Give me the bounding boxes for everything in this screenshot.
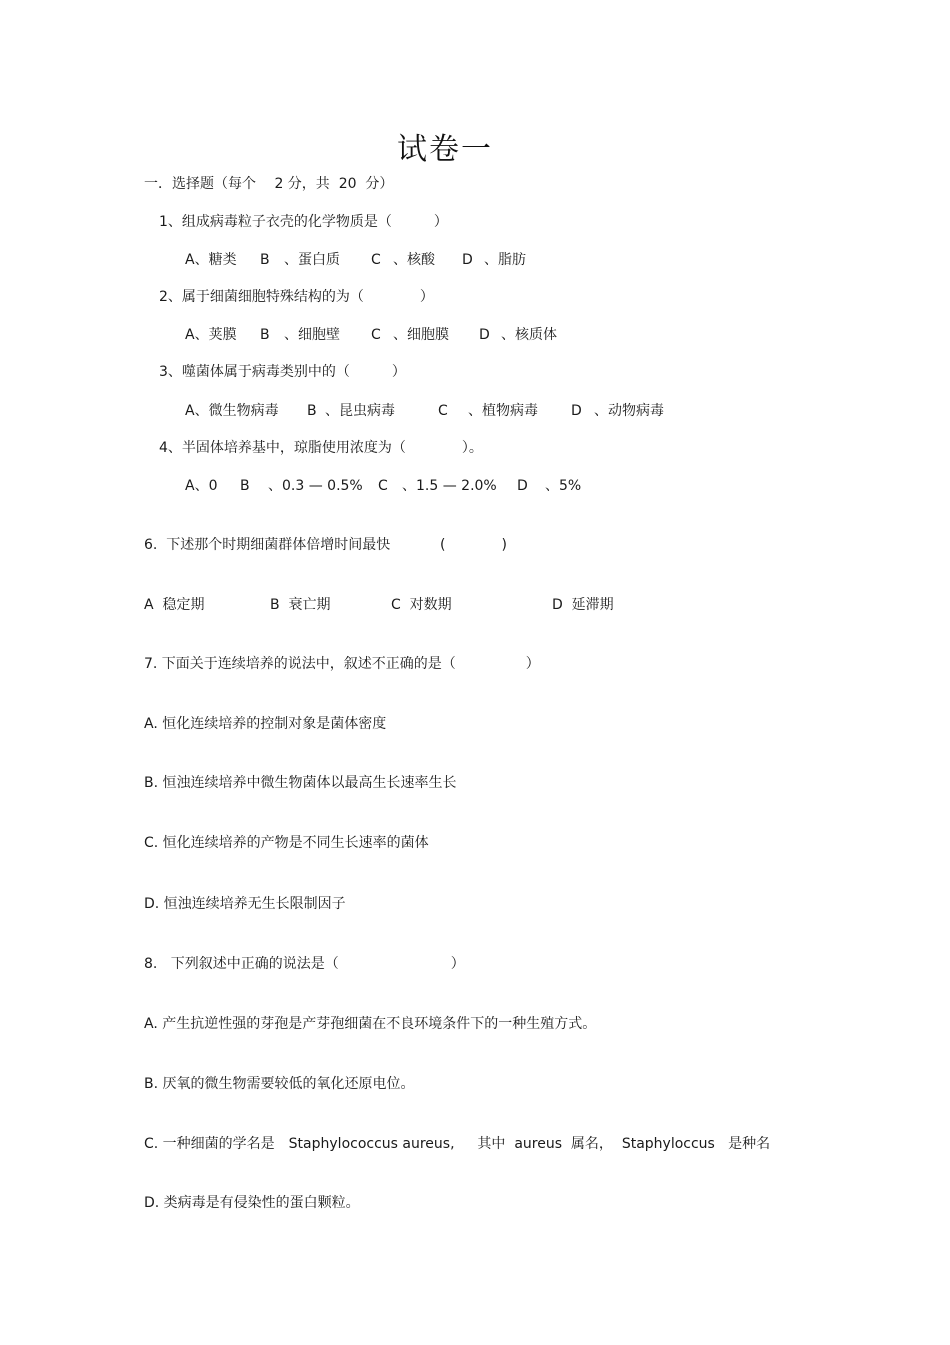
option-letter: C [378,478,388,494]
option-label: 、细胞壁 [284,327,340,343]
option-d: D. 类病毒是有侵染性的蛋白颗粒。 [144,1195,360,1211]
option-a: A 稳定期 [144,597,205,613]
option-label: 、植物病毒 [468,403,538,419]
question-7: 7. 下面关于连续培养的说法中，叙述不正确的是（ ） [144,656,540,672]
option-b: B. 厌氧的微生物需要较低的氧化还原电位。 [144,1076,415,1092]
option-label: 、0.3 — 0.5% [268,478,363,494]
option-label: 、昆虫病毒 [325,403,395,419]
option-label: A、荚膜 [185,327,237,343]
option-label: 、动物病毒 [594,403,664,419]
option-label: 、1.5 — 2.0% [402,478,497,494]
page-title: 试卷一 [397,132,493,167]
option-label: 、5% [545,478,582,494]
option-c: C. 一种细菌的学名是 Staphylococcus aureus, 其中 aureus 属名， Staphyloccus 是种名 [144,1136,771,1152]
answer-paren: ( ) [440,537,507,553]
option-label: 、蛋白质 [284,252,340,268]
option-b: B 衰亡期 [270,597,331,613]
question-3: 3、噬菌体属于病毒类别中的（ ） [159,364,406,380]
option-label: 、核质体 [501,327,557,343]
option-letter: D [517,478,528,494]
option-c: C 对数期 [391,597,452,613]
section-heading: 一．选择题（每个 2 分，共 20 分） [144,176,394,192]
option-label: 、脂肪 [484,252,526,268]
option-letter: B [307,403,317,419]
option-a: A. 恒化连续培养的控制对象是菌体密度 [144,716,387,732]
option-letter: B [240,478,250,494]
option-label: 、核酸 [393,252,435,268]
option-label: A、0 [185,478,218,494]
option-letter: C [438,403,448,419]
question-6: 6. 下述那个时期细菌群体倍增时间最快 [144,537,391,553]
option-c: C. 恒化连续培养的产物是不同生长速率的菌体 [144,835,429,851]
option-label: 、细胞膜 [393,327,449,343]
option-label: A、微生物病毒 [185,403,279,419]
question-4: 4、半固体培养基中，琼脂使用浓度为（ ）。 [159,440,483,456]
option-letter: C [371,252,381,268]
option-label: A、糖类 [185,252,237,268]
option-d: D 延滞期 [552,597,614,613]
option-letter: B [260,252,270,268]
option-b: B. 恒浊连续培养中微生物菌体以最高生长速率生长 [144,775,457,791]
question-2: 2、属于细菌细胞特殊结构的为（ ） [159,289,434,305]
option-letter: D [462,252,473,268]
option-letter: D [479,327,490,343]
option-letter: B [260,327,270,343]
option-letter: C [371,327,381,343]
option-a: A. 产生抗逆性强的芽孢是产芽孢细菌在不良环境条件下的一种生殖方式。 [144,1016,597,1032]
option-d: D. 恒浊连续培养无生长限制因子 [144,896,346,912]
question-1: 1、组成病毒粒子衣壳的化学物质是（ ） [159,214,448,230]
option-letter: D [571,403,582,419]
question-8: 8. 下列叙述中正确的说法是（ ） [144,956,465,972]
